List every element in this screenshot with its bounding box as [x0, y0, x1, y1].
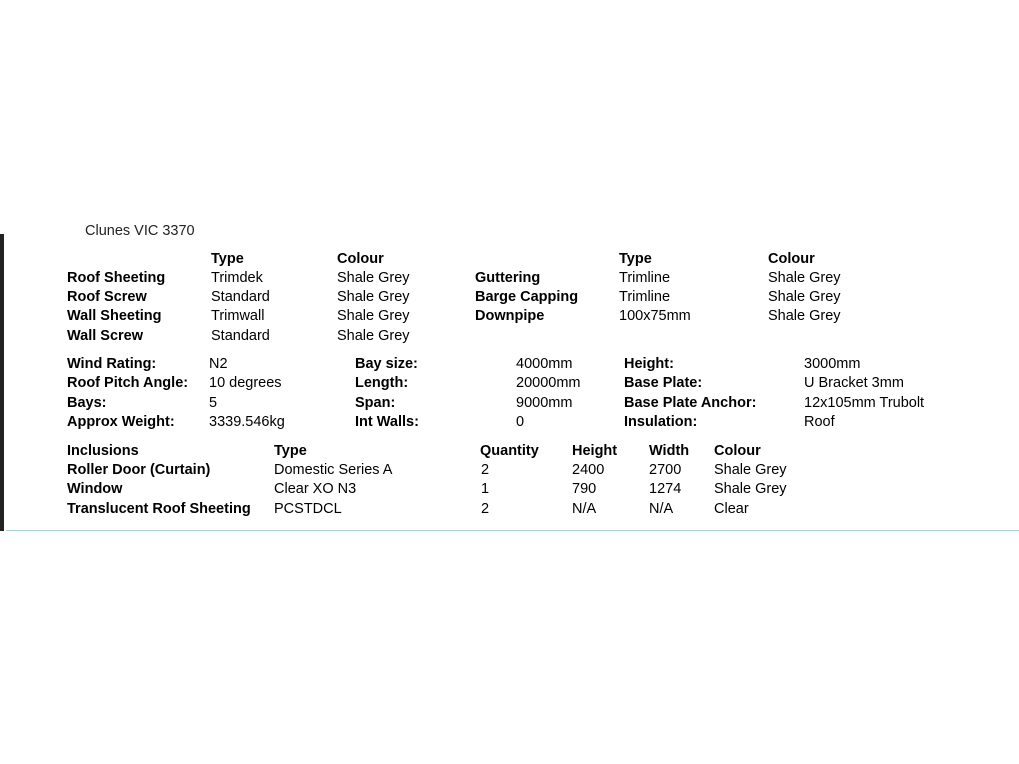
material-label: Wall Screw: [67, 328, 144, 344]
material-type: Standard: [211, 328, 270, 344]
inclusions-header: Inclusions: [67, 443, 139, 459]
spec-label: Bays:: [67, 395, 107, 411]
material-label: Barge Capping: [475, 289, 579, 305]
inclusion-width: 2700: [649, 462, 682, 478]
inclusion-width: N/A: [649, 501, 674, 517]
inclusion-height: 2400: [572, 462, 605, 478]
material-type: Trimwall: [211, 308, 265, 324]
inclusion-colour: Clear: [714, 501, 749, 517]
spec-value: 12x105mm Trubolt: [804, 395, 925, 411]
bottom-divider: [6, 530, 1019, 531]
material-colour: Shale Grey: [337, 328, 410, 344]
building-spec-panel: [0, 223, 1019, 531]
spec-label: Wind Rating:: [67, 356, 157, 372]
material-label: Downpipe: [475, 308, 545, 324]
spec-value: U Bracket 3mm: [804, 375, 904, 391]
colour-header: Colour: [714, 443, 761, 459]
spec-value: 4000mm: [516, 356, 573, 372]
spec-value: 5: [209, 395, 218, 411]
material-colour: Shale Grey: [337, 289, 410, 305]
material-label: Wall Sheeting: [67, 308, 162, 324]
inclusion-width: 1274: [649, 481, 682, 497]
spec-label: Span:: [355, 395, 396, 411]
spec-label: Base Plate Anchor:: [624, 395, 757, 411]
spec-value: 20000mm: [516, 375, 581, 391]
material-colour: Shale Grey: [768, 270, 841, 286]
inclusion-quantity: 2: [481, 501, 490, 517]
spec-label: Height:: [624, 356, 674, 372]
material-colour: Shale Grey: [337, 270, 410, 286]
materials-colour-header: Colour: [337, 251, 384, 267]
material-colour: Shale Grey: [768, 308, 841, 324]
type-header: Type: [274, 443, 307, 459]
spec-label: Int Walls:: [355, 414, 419, 430]
inclusion-height: 790: [572, 481, 597, 497]
spec-value: 0: [516, 414, 525, 430]
inclusion-type: Domestic Series A: [274, 462, 393, 478]
inclusion-name: Translucent Roof Sheeting: [67, 501, 251, 517]
spec-label: Insulation:: [624, 414, 698, 430]
spec-label: Approx Weight:: [67, 414, 175, 430]
material-type: Standard: [211, 289, 270, 305]
material-colour: Shale Grey: [768, 289, 841, 305]
inclusion-name: Window: [67, 481, 123, 497]
material-type: Trimline: [619, 289, 671, 305]
cut-off-address: Clunes VIC 3370: [85, 223, 195, 239]
spec-label: Bay size:: [355, 356, 418, 372]
spec-value: 9000mm: [516, 395, 573, 411]
spec-value: 3339.546kg: [209, 414, 285, 430]
material-type: 100x75mm: [619, 308, 691, 324]
materials-colour-header-right: Colour: [768, 251, 815, 267]
inclusion-height: N/A: [572, 501, 597, 517]
left-border: [0, 234, 4, 531]
materials-type-header-right: Type: [619, 251, 652, 267]
inclusion-type: Clear XO N3: [274, 481, 357, 497]
spec-label: Roof Pitch Angle:: [67, 375, 189, 391]
spec-label: Base Plate:: [624, 375, 703, 391]
material-type: Trimdek: [211, 270, 263, 286]
spec-value: 10 degrees: [209, 375, 282, 391]
inclusion-quantity: 2: [481, 462, 490, 478]
inclusion-quantity: 1: [481, 481, 490, 497]
spec-value: N2: [209, 356, 228, 372]
spec-label: Length:: [355, 375, 409, 391]
spec-value: 3000mm: [804, 356, 861, 372]
inclusion-name: Roller Door (Curtain): [67, 462, 211, 478]
height-header: Height: [572, 443, 618, 459]
materials-type-header: Type: [211, 251, 244, 267]
quantity-header: Quantity: [480, 443, 539, 459]
material-label: Guttering: [475, 270, 541, 286]
material-colour: Shale Grey: [337, 308, 410, 324]
width-header: Width: [649, 443, 690, 459]
spec-value: Roof: [804, 414, 835, 430]
material-type: Trimline: [619, 270, 671, 286]
material-label: Roof Sheeting: [67, 270, 166, 286]
inclusion-colour: Shale Grey: [714, 462, 787, 478]
inclusion-colour: Shale Grey: [714, 481, 787, 497]
inclusion-type: PCSTDCL: [274, 501, 342, 517]
material-label: Roof Screw: [67, 289, 147, 305]
